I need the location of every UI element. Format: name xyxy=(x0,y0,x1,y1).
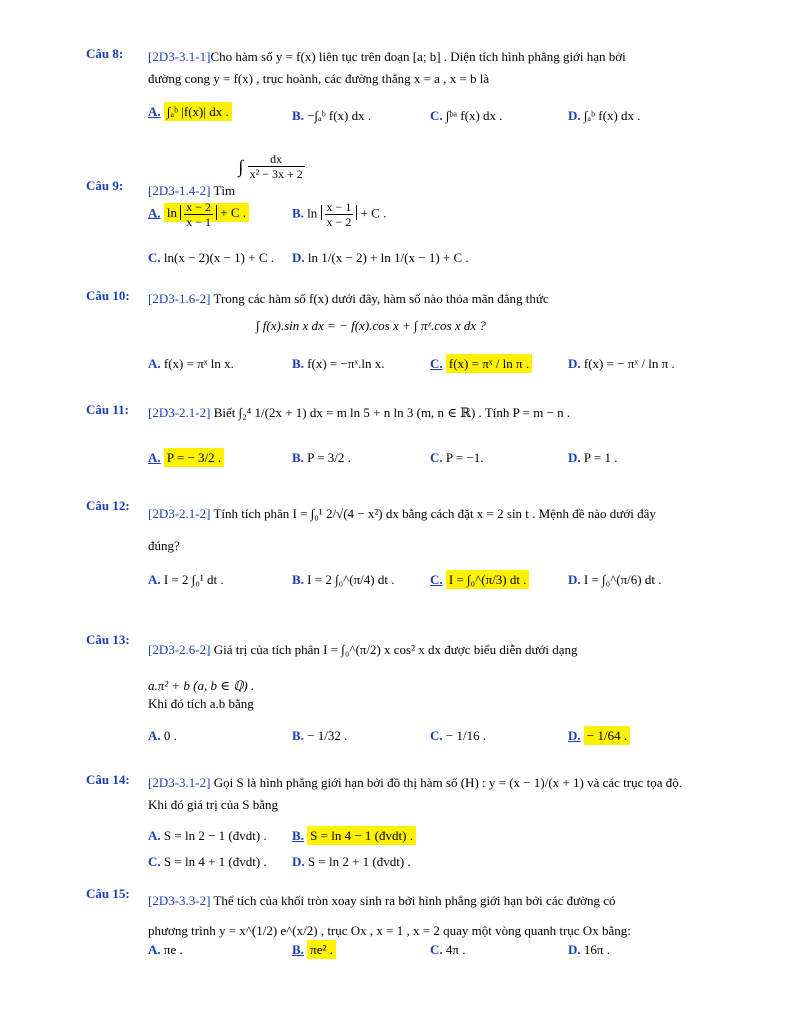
question-label: Câu 10: xyxy=(86,288,130,303)
question-stem xyxy=(148,288,708,310)
question-code: [2D3-1.6-2] xyxy=(148,291,211,306)
question-label: Câu 11: xyxy=(86,402,129,417)
option-text: I = 2 ∫₀¹ dt . xyxy=(163,572,224,587)
option-c[interactable]: C. I = ∫₀^(π/3) dt . xyxy=(430,570,529,590)
question-code: [2D3-2.1-2] xyxy=(148,506,211,521)
stem-line-1: Trong các hàm số f(x) dưới đây, hàm số nào thỏa mãn đẳng thức xyxy=(213,291,549,306)
option-text: P = −1. xyxy=(445,450,484,465)
option-a[interactable]: A. P = − 3/2 . xyxy=(148,448,224,468)
option-b[interactable]: B. − 1/32 . xyxy=(292,728,348,743)
option-a[interactable]: A. f(x) = πˣ ln x. xyxy=(148,356,234,371)
option-text: S = ln 2 − 1 (đvdt) . xyxy=(163,828,267,843)
question-stem xyxy=(148,886,708,946)
option-text: f(x) = −πˣ.ln x. xyxy=(307,356,385,371)
question-stem xyxy=(148,152,708,199)
option-text: πe . xyxy=(163,942,183,957)
question-code: [2D3-3.1-1] xyxy=(148,49,211,64)
stem-line-2: phương trình y = x^(1/2) e^(x/2) , trục Ox , x = 1 , x = 2 quay một vòng quanh trục Ox bằng: xyxy=(148,923,631,938)
option-text: I = 2 ∫₀^(π/4) dt . xyxy=(307,572,395,587)
option-text: − 1/32 . xyxy=(307,728,348,743)
stem-text: Tìm xyxy=(213,183,236,199)
option-b[interactable]: B. −∫ₐᵇ f(x) dx . xyxy=(292,108,372,123)
option-d[interactable]: D. P = 1 . xyxy=(568,450,618,465)
stem-line-1: Biết ∫₂⁴ 1/(2x + 1) dx = m ln 5 + n ln 3 (m, n ∈ ℝ) . Tính P = m − n . xyxy=(213,405,571,420)
option-text: 0 . xyxy=(163,728,177,743)
stem-line-2: Khi đó giá trị của S bằng xyxy=(148,797,278,812)
option-text: f(x) = πˣ / ln π . xyxy=(446,354,532,373)
option-d[interactable]: D. ln 1/(x − 2) + ln 1/(x − 1) + C . xyxy=(292,250,469,265)
question-code: [2D3-1.4-2] xyxy=(148,183,211,199)
stem-line-1: Giá trị của tích phân I = ∫₀^(π/2) x cos² x dx được biểu diễn dưới dạng xyxy=(213,642,578,657)
option-c[interactable]: C. ∫ᵇᵃ f(x) dx . xyxy=(430,108,503,123)
option-b[interactable]: B. ln $\frac{x - 1}{x - 2}$ + C . xyxy=(292,200,387,229)
question-stem xyxy=(148,46,708,90)
question-11 xyxy=(86,402,708,482)
option-c[interactable]: C. 4π . xyxy=(430,942,466,957)
question-label: Câu 14: xyxy=(86,772,130,787)
question-label: Câu 9: xyxy=(86,178,124,193)
question-10 xyxy=(86,288,708,388)
option-text: P = 1 . xyxy=(583,450,618,465)
option-b[interactable]: B. f(x) = −πˣ.ln x. xyxy=(292,356,385,371)
option-text: ∫ᵇᵃ f(x) dx . xyxy=(445,108,503,123)
option-d[interactable]: D. f(x) = − πˣ / ln π . xyxy=(568,356,675,371)
option-b[interactable]: B. πe² . xyxy=(292,940,336,960)
option-text: f(x) = πˣ ln x. xyxy=(163,356,234,371)
question-label: Câu 12: xyxy=(86,498,130,513)
option-text: − 1/64 . xyxy=(584,726,630,745)
option-text: ln 1/(x − 2) + ln 1/(x − 1) + C . xyxy=(307,250,469,265)
stem-line-3: Khi đó tích a.b bằng xyxy=(148,696,254,711)
stem-line-1: Thể tích của khối tròn xoay sinh ra bởi hình phẳng giới hạn bởi các đường có xyxy=(213,893,616,908)
stem-formula: ∫ f(x).sin x dx = − f(x).cos x + ∫ πˣ.cos x dx ? xyxy=(256,318,486,333)
question-8 xyxy=(86,46,708,146)
option-text: 4π . xyxy=(445,942,466,957)
question-label: Câu 8: xyxy=(86,46,124,61)
option-d[interactable]: D. I = ∫₀^(π/6) dt . xyxy=(568,572,662,587)
question-code: [2D3-2.6-2] xyxy=(148,642,211,657)
question-13 xyxy=(86,632,708,752)
option-text: S = ln 2 + 1 (đvdt) . xyxy=(307,854,411,869)
question-stem xyxy=(148,772,708,816)
option-text: P = − 3/2 . xyxy=(164,448,224,467)
option-c[interactable]: C. P = −1. xyxy=(430,450,484,465)
option-a[interactable]: A. S = ln 2 − 1 (đvdt) . xyxy=(148,828,267,843)
question-label: Câu 13: xyxy=(86,632,130,647)
question-code: [2D3-2.1-2] xyxy=(148,405,211,420)
option-text: I = ∫₀^(π/6) dt . xyxy=(583,572,662,587)
option-d[interactable]: D. ∫ₐᵇ f(x) dx . xyxy=(568,108,641,123)
question-stem xyxy=(148,402,708,424)
option-c[interactable]: C. ln(x − 2)(x − 1) + C . xyxy=(148,250,274,265)
question-code: [2D3-3.1-2] xyxy=(148,775,211,790)
integrand-fraction: $\frac{dx}{\text{x² − 3x + 2}}$ xyxy=(249,152,303,181)
question-stem xyxy=(148,632,708,704)
option-a[interactable]: A. I = 2 ∫₀¹ dt . xyxy=(148,572,224,587)
option-b[interactable]: B. S = ln 4 − 1 (đvdt) . xyxy=(292,826,416,846)
option-a[interactable]: A. ln $\frac{x - 2}{x - 1}$ + C . xyxy=(148,200,249,229)
stem-line-1: Cho hàm số y = f(x) liên tục trên đoạn [a; b] . Diện tích hình phẳng giới hạn bởi xyxy=(210,49,626,64)
stem-line-2: đường cong y = f(x) , trục hoành, các đường thẳng x = a , x = b là xyxy=(148,71,490,86)
question-code: [2D3-3.3-2] xyxy=(148,893,211,908)
option-a[interactable]: A. πe . xyxy=(148,942,183,957)
option-b[interactable]: B. I = 2 ∫₀^(π/4) dt . xyxy=(292,572,395,587)
option-b[interactable]: B. P = 3/2 . xyxy=(292,450,351,465)
option-text: S = ln 4 − 1 (đvdt) . xyxy=(307,826,416,845)
option-d[interactable]: D. S = ln 2 + 1 (đvdt) . xyxy=(292,854,411,869)
option-text: ln(x − 2)(x − 1) + C . xyxy=(163,250,274,265)
question-14 xyxy=(86,772,708,872)
option-text: ln $\frac{x - 2}{x - 1}$ + C . xyxy=(164,203,249,222)
option-text: − 1/16 . xyxy=(445,728,487,743)
stem-line-2: đúng? xyxy=(148,538,180,553)
integral-sign: ∫ xyxy=(238,156,244,177)
option-text: S = ln 4 + 1 (đvdt) . xyxy=(163,854,267,869)
option-a[interactable]: A. ∫ₐᵇ |f(x)| dx . xyxy=(148,102,232,122)
stem-line-1: Tính tích phân I = ∫₀¹ 2/√(4 − x²) dx bằng cách đặt x = 2 sin t . Mệnh đề nào dưới đây xyxy=(213,506,656,521)
question-9 xyxy=(86,152,708,282)
stem-line-2: a.π² + b (a, b ∈ ℚ) . xyxy=(148,678,255,693)
option-d[interactable]: D. − 1/64 . xyxy=(568,726,630,746)
option-text: ∫ₐᵇ |f(x)| dx . xyxy=(164,102,232,121)
question-stem xyxy=(148,498,708,562)
option-text: P = 3/2 . xyxy=(307,450,351,465)
option-c[interactable]: C. f(x) = πˣ / ln π . xyxy=(430,354,532,374)
option-text: πe² . xyxy=(307,940,336,959)
stem-line-1: Gọi S là hình phẳng giới hạn bởi đồ thị hàm số (H) : y = (x − 1)/(x + 1) và các trục tọa độ. xyxy=(213,775,682,790)
question-label: Câu 15: xyxy=(86,886,130,901)
option-d[interactable]: D. 16π . xyxy=(568,942,610,957)
option-text: I = ∫₀^(π/3) dt . xyxy=(446,570,530,589)
option-a[interactable]: A. 0 . xyxy=(148,728,177,743)
question-12 xyxy=(86,498,708,608)
option-text: ln $\frac{x - 1}{x - 2}$ + C . xyxy=(307,200,387,229)
option-text: 16π . xyxy=(583,942,610,957)
option-text: ∫ₐᵇ f(x) dx . xyxy=(583,108,641,123)
option-c[interactable]: C. S = ln 4 + 1 (đvdt) . xyxy=(148,854,267,869)
option-text: f(x) = − πˣ / ln π . xyxy=(583,356,675,371)
option-c[interactable]: C. − 1/16 . xyxy=(430,728,487,743)
option-text: −∫ₐᵇ f(x) dx . xyxy=(307,108,372,123)
question-15 xyxy=(86,886,708,976)
